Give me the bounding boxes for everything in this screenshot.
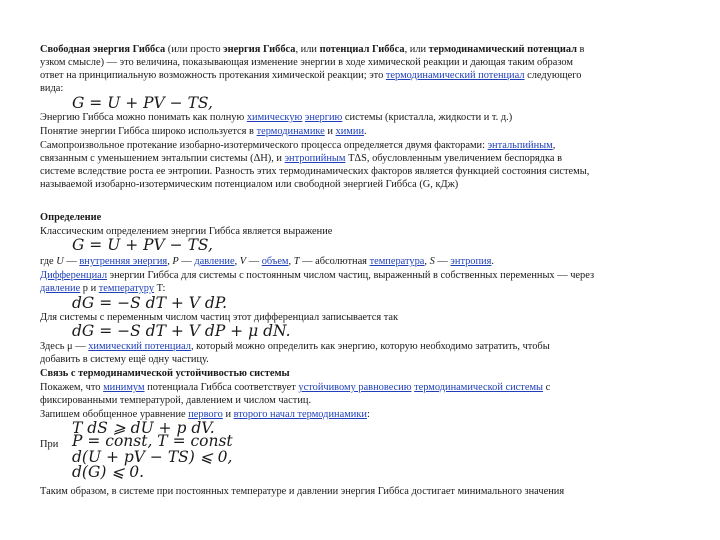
link-thermodynamics[interactable]: термодинамике [256,126,325,137]
link-second-law[interactable]: второго начал термодинамики [233,409,367,420]
intro-line-3: ответ на принципиальную возможность протекания химической реакции; это термодинамический потенциал следующего [40,70,582,81]
formula-first-second-law: T dS ⩾ dU + p dV. [72,419,215,437]
term-gibbs-free-energy: Свободная энергия Гиббса [40,44,166,55]
formula-dg: d(G) ⩽ 0. [72,463,145,481]
link-energy[interactable]: энергию [304,112,343,123]
link-pressure-2[interactable]: давление [40,283,81,294]
para1-line-6: называемой изобарно-изотермическим потенциалом или свободной энергией Гиббса (G, кДж) [40,179,459,190]
stability-line-3: Запишем обобщенное уравнение первого и второго начал термодинамики: [40,409,370,420]
definition-line-4: давление p и температуру T: [40,283,166,294]
link-entropic[interactable]: энтропийным [284,153,346,164]
intro-line-4: вида: [40,83,64,94]
intro-line-1: Свободная энергия Гиббса (или просто энергия Гиббса, или потенциал Гиббса, или термодинамический потенциал в [40,44,585,55]
link-chemistry[interactable]: химии [335,126,364,137]
link-enthalpic[interactable]: энтальпийным [487,140,553,151]
term-thermo-potential: термодинамический потенциал [428,44,577,55]
stability-line-2: фиксированными температурой, давлением и числом частиц. [40,395,312,406]
formula-definition: G = U + PV − TS, [72,236,213,254]
link-temperature-2[interactable]: температуру [98,283,155,294]
link-temperature[interactable]: температура [369,256,425,267]
link-chemical[interactable]: химическую [246,112,303,123]
heading-stability: Связь с термодинамической устойчивостью системы [40,368,290,379]
definition-line-2: где U — внутренняя энергия, P — давление, V — объем, T — абсолютная температура, S — энтропия. [40,256,495,267]
heading-definition: Определение [40,212,102,223]
intro-line-2: узком смысле) — это величина, показывающая изменение энергии в ходе химической реакции и дающая таким образом [40,57,573,68]
link-thermodynamic-system[interactable]: термодинамической системы [414,382,544,393]
link-first-law[interactable]: первого [188,409,223,420]
link-chemical-potential[interactable]: химический потенциал [88,341,191,352]
para1-line-2: Понятие энергии Гиббса широко используется в термодинамике и химии. [40,126,367,137]
link-pressure[interactable]: давление [194,256,235,267]
formula-differential-variable: dG = −S dT + V dP + μ dN. [72,322,291,340]
link-volume[interactable]: объем [261,256,289,267]
link-minimum[interactable]: минимум [103,382,145,393]
formula-inequality: d(U + pV − TS) ⩽ 0, [72,448,233,466]
para1-line-4: связанным с уменьшением энтальпии системы (ΔH), и энтропийным TΔS, обусловленным увеличением беспорядка в [40,153,562,164]
link-entropy[interactable]: энтропия [450,256,492,267]
definition-line-6: Здесь μ — химический потенциал, который можно определить как энергию, которую необходимо затратить, чтобы [40,341,550,352]
definition-line-7: добавить в систему ещё одну частицу. [40,354,209,365]
definition-line-3: Дифференциал энергии Гиббса для системы с постоянным числом частиц, выраженный в собственных переменных — через [40,270,595,281]
formula-conditions: P = const, T = const [72,432,233,450]
term-gibbs-energy: энергия Гиббса [223,44,296,55]
link-stable-equilibrium[interactable]: устойчивому равновесию [298,382,412,393]
link-thermodynamic-potential[interactable]: термодинамический потенциал [385,70,525,81]
link-differential[interactable]: Дифференциал [40,270,108,281]
para1-line-3: Самопроизвольное протекание изобарно-изотермического процесса определяется двумя факторами: энтальпийным, [40,140,556,151]
formula-gibbs-definition: G = U + PV − TS, [72,94,213,112]
stability-line-1: Покажем, что минимум потенциала Гиббса соответствует устойчивому равновесию термодинамической системы с [40,382,551,393]
para1-line-1: Энергию Гиббса можно понимать как полную химическую энергию системы (кристалла, жидкости и т. д.) [40,112,513,123]
formula-differential: dG = −S dT + V dP. [72,294,228,312]
term-gibbs-potential: потенциал Гиббса [319,44,405,55]
para1-line-5: системе вследствие роста ее энтропии. Разность этих термодинамических факторов является функцией состояния системы, [40,166,590,177]
stability-pri: При [40,439,59,450]
link-internal-energy[interactable]: внутренняя энергия [79,256,168,267]
definition-line-1: Классическим определением энергии Гиббса является выражение [40,226,333,237]
definition-line-5: Для системы с переменным числом частиц этот дифференциал записывается так [40,312,399,323]
stability-last-line: Таким образом, в системе при постоянных температуре и давлении энергия Гиббса достигает минимального значения [40,486,565,497]
